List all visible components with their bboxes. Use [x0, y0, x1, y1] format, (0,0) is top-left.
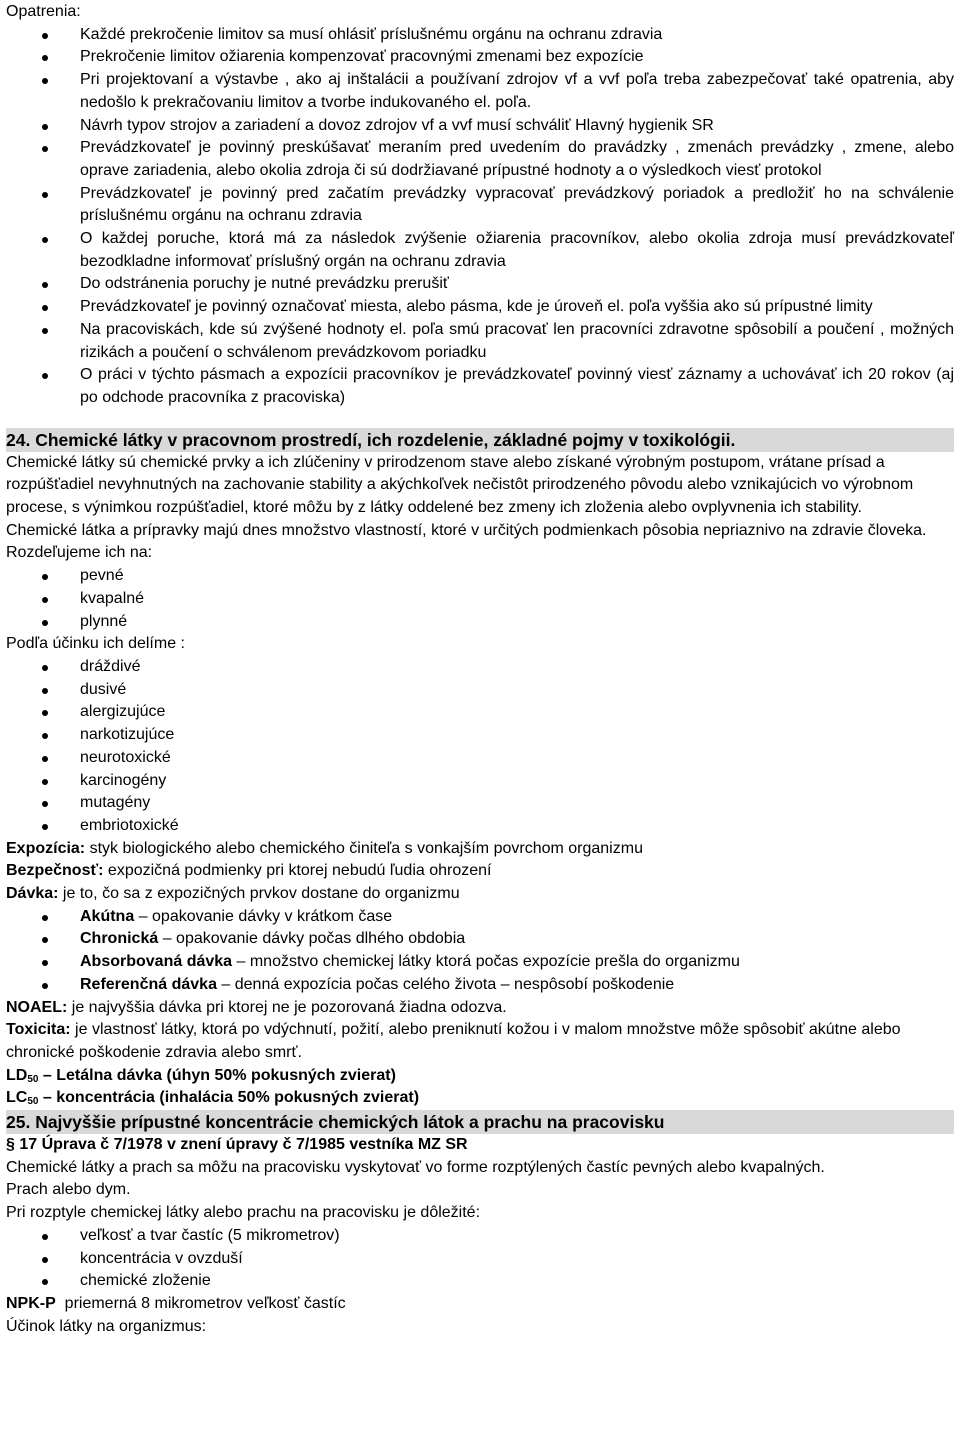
term-prefix: LD: [6, 1066, 28, 1084]
ld50-definition: [6, 1065, 954, 1088]
division-label: Rozdeľujeme ich na:: [6, 544, 153, 562]
list-item: kvapalné: [6, 588, 954, 611]
ld50-term: [6, 1067, 396, 1084]
term-subscript: 50: [27, 1073, 39, 1085]
list-item: Do odstránenia poruchy je nutné prevádzku prerušiť: [6, 273, 954, 296]
section-25-subheading: [6, 1134, 954, 1157]
regulation-reference: § 17 Úprava č 7/1978 v znení úpravy č 7/1985 vestníka MZ SR: [6, 1136, 468, 1154]
term: NOAEL:: [6, 998, 68, 1016]
chemicals-properties: Chemické látka a prípravky majú dnes množstvo vlastností, ktoré v určitých podmienkach pôsobia nepriaznivo na zdravie človeka.: [6, 521, 927, 539]
definition-text: – denná expozícia počas celého života – nespôsobí poškodenie: [216, 975, 675, 993]
term-prefix: LC: [6, 1089, 28, 1107]
term: NPK-P: [6, 1294, 56, 1312]
section-24-heading: 24. Chemické látky v pracovnom prostredí, ich rozdelenie, základné pojmy v toxikológii.: [6, 428, 954, 452]
definition-text: je najvyššia dávka pri ktorej ne je pozorovaná žiadna odozva.: [67, 998, 507, 1016]
organism-effect-label: Účinok látky na organizmus:: [6, 1317, 207, 1335]
term: Expozícia:: [6, 839, 86, 857]
list-item: dráždivé: [6, 656, 954, 679]
definition-text: – opakovanie dávky počas dlhého obdobia: [158, 930, 466, 948]
list-item: O každej poruche, ktorá má za následok zvýšenie ožiarenia pracovníkov, alebo okolia zdroja musí prevádzkovateľ bezodkladne informovať príslušný orgán na ochranu zdravia: [6, 228, 954, 273]
chemicals-definition: Chemické látky sú chemické prvky a ich zlúčeniny v prirodzenom stave alebo získané výrobným postupom, vrátane prísad a rozpúšťadiel nevyhnutných na zachovanie stability a akýchkoľvek nečistôt prirodzeného pôvodu alebo vznikajúcich vo výrobnom procese, s výnimkou rozpúšťadiel, ktoré môžu by z látky oddelené bez zmeny ich zloženia alebo ovplyvnenia ich stability.: [6, 453, 914, 517]
list-item: plynné: [6, 611, 954, 634]
list-item: alergizujúce: [6, 701, 954, 724]
list-item: pevné: [6, 565, 954, 588]
list-item: Prevádzkovateľ je povinný preskúšavať meraním pred uvedením do pravádzky , zmenách prevádzky , zmene, alebo oprave zariadenia, alebo okolia zdroja či sú dodržiavané prípustné hodnoty a o výsledkoch viesť protokol: [6, 137, 954, 182]
list-item: Prevádzkovateľ je povinný označovať miesta, alebo pásma, kde je úroveň el. poľa vyššia ako sú prípustné limity: [6, 296, 954, 319]
definition-text: priemerná 8 mikrometrov veľkosť častíc: [55, 1294, 346, 1312]
list-item: O práci v týchto pásmach a expozícii pracovníkov je prevádzkovateľ povinný viesť záznamy a uchovávať ich 20 rokov (aj po odchode pracovníka z pracoviska): [6, 364, 954, 409]
noael-definition: [6, 997, 954, 1020]
list-item: Prekročenie limitov ožiarenia kompenzovať pracovnými zmenami bez expozície: [6, 46, 954, 69]
measures-title: Opatrenia:: [6, 3, 81, 20]
list-item: Návrh typov strojov a zariadení a dovoz zdrojov vf a vvf musí schváliť Hlavný hygienik SR: [6, 115, 954, 138]
section-25-heading: 25. Najvyššie prípustné koncentrácie chemických látok a prachu na pracovisku: [6, 1110, 954, 1134]
list-item: Každé prekročenie limitov sa musí ohlásiť príslušnému orgánu na ochranu zdravia: [6, 24, 954, 47]
term: Dávka:: [6, 885, 59, 903]
dust-forms: Chemické látky a prach sa môžu na pracovisku vyskytovať vo forme rozptýlených častíc pevných alebo kvapalných.: [6, 1158, 825, 1176]
npk-definition: [6, 1293, 954, 1316]
definition-text: je vlastnosť látky, ktorá po vdýchnutí, požití, alebo preniknutí kožou i v malom množstve môže spôsobiť akútne alebo chronické poškodenie zdravia alebo smrť.: [6, 1021, 901, 1061]
term-text: – Letálna dávka (úhyn 50% pokusných zvierat): [38, 1066, 396, 1084]
list-item: Pri projektovaní a výstavbe , ako aj inštalácii a používaní zdrojov vf a vvf poľa treba zabezpečovať také opatrenia, aby nedošlo k prekračovaniu limitov a tvorbe indukovaného el. poľa.: [6, 69, 954, 114]
definition-text: – opakovanie dávky v krátkom čase: [134, 907, 393, 925]
dose-list: [6, 906, 954, 997]
list-item: karcinogény: [6, 770, 954, 793]
term-subscript: 50: [27, 1096, 39, 1108]
definition-text: je to, čo sa z expozičných prvkov dostane do organizmu: [58, 885, 460, 903]
dispersion-label: Pri rozptyle chemickej látky alebo prachu na pracovisku je dôležité:: [6, 1204, 481, 1222]
safety-definition: [6, 860, 954, 883]
list-item: Na pracoviskách, kde sú zvýšené hodnoty el. poľa smú pracovať len pracovníci zdravotne spôsobilí a poučení , možných rizikách a poučení o schválenom prevádzkovom poriadku: [6, 319, 954, 364]
definition-text: styk biologického alebo chemického činiteľa s vonkajším povrchom organizmu: [85, 839, 643, 857]
term: Akútna: [80, 907, 135, 925]
term: Absorbovaná dávka: [80, 953, 233, 971]
list-item: Prevádzkovateľ je povinný pred začatím prevádzky vypracovať prevádzkový poriadok a predložiť ho na schválenie príslušnému orgánu na ochranu zdravia: [6, 183, 954, 228]
effect-list: [6, 656, 954, 838]
list-item: [6, 974, 954, 997]
list-item: dusivé: [6, 679, 954, 702]
list-item: mutagény: [6, 792, 954, 815]
term-text: – koncentrácia (inhalácia 50% pokusných zvierat): [38, 1089, 420, 1107]
list-item: [6, 906, 954, 929]
dose-definition: [6, 883, 954, 906]
dispersion-list: [6, 1225, 954, 1293]
effect-label: Podľa účinku ich delíme :: [6, 635, 185, 653]
division-list: [6, 565, 954, 633]
term: Toxicita:: [6, 1021, 71, 1039]
list-item: koncentrácia v ovzduší: [6, 1248, 954, 1271]
lc50-definition: [6, 1087, 954, 1110]
exposure-definition: [6, 838, 954, 861]
toxicity-definition: [6, 1019, 954, 1064]
list-item: narkotizujúce: [6, 724, 954, 747]
list-item: chemické zloženie: [6, 1270, 954, 1293]
term: Referenčná dávka: [80, 975, 217, 993]
dust-types: Prach alebo dym.: [6, 1181, 131, 1199]
list-item: neurotoxické: [6, 747, 954, 770]
list-item: [6, 928, 954, 951]
definition-text: – množstvo chemickej látky ktorá počas expozície prešla do organizmu: [232, 953, 740, 971]
lc50-term: [6, 1089, 419, 1106]
list-item: [6, 951, 954, 974]
list-item: veľkosť a tvar častíc (5 mikrometrov): [6, 1225, 954, 1248]
term: Bezpečnosť:: [6, 862, 104, 880]
measures-list: [6, 24, 954, 410]
term: Chronická: [80, 930, 159, 948]
definition-text: expozičná podmienky pri ktorej nebudú ľudia ohrození: [103, 862, 492, 880]
list-item: embriotoxické: [6, 815, 954, 838]
